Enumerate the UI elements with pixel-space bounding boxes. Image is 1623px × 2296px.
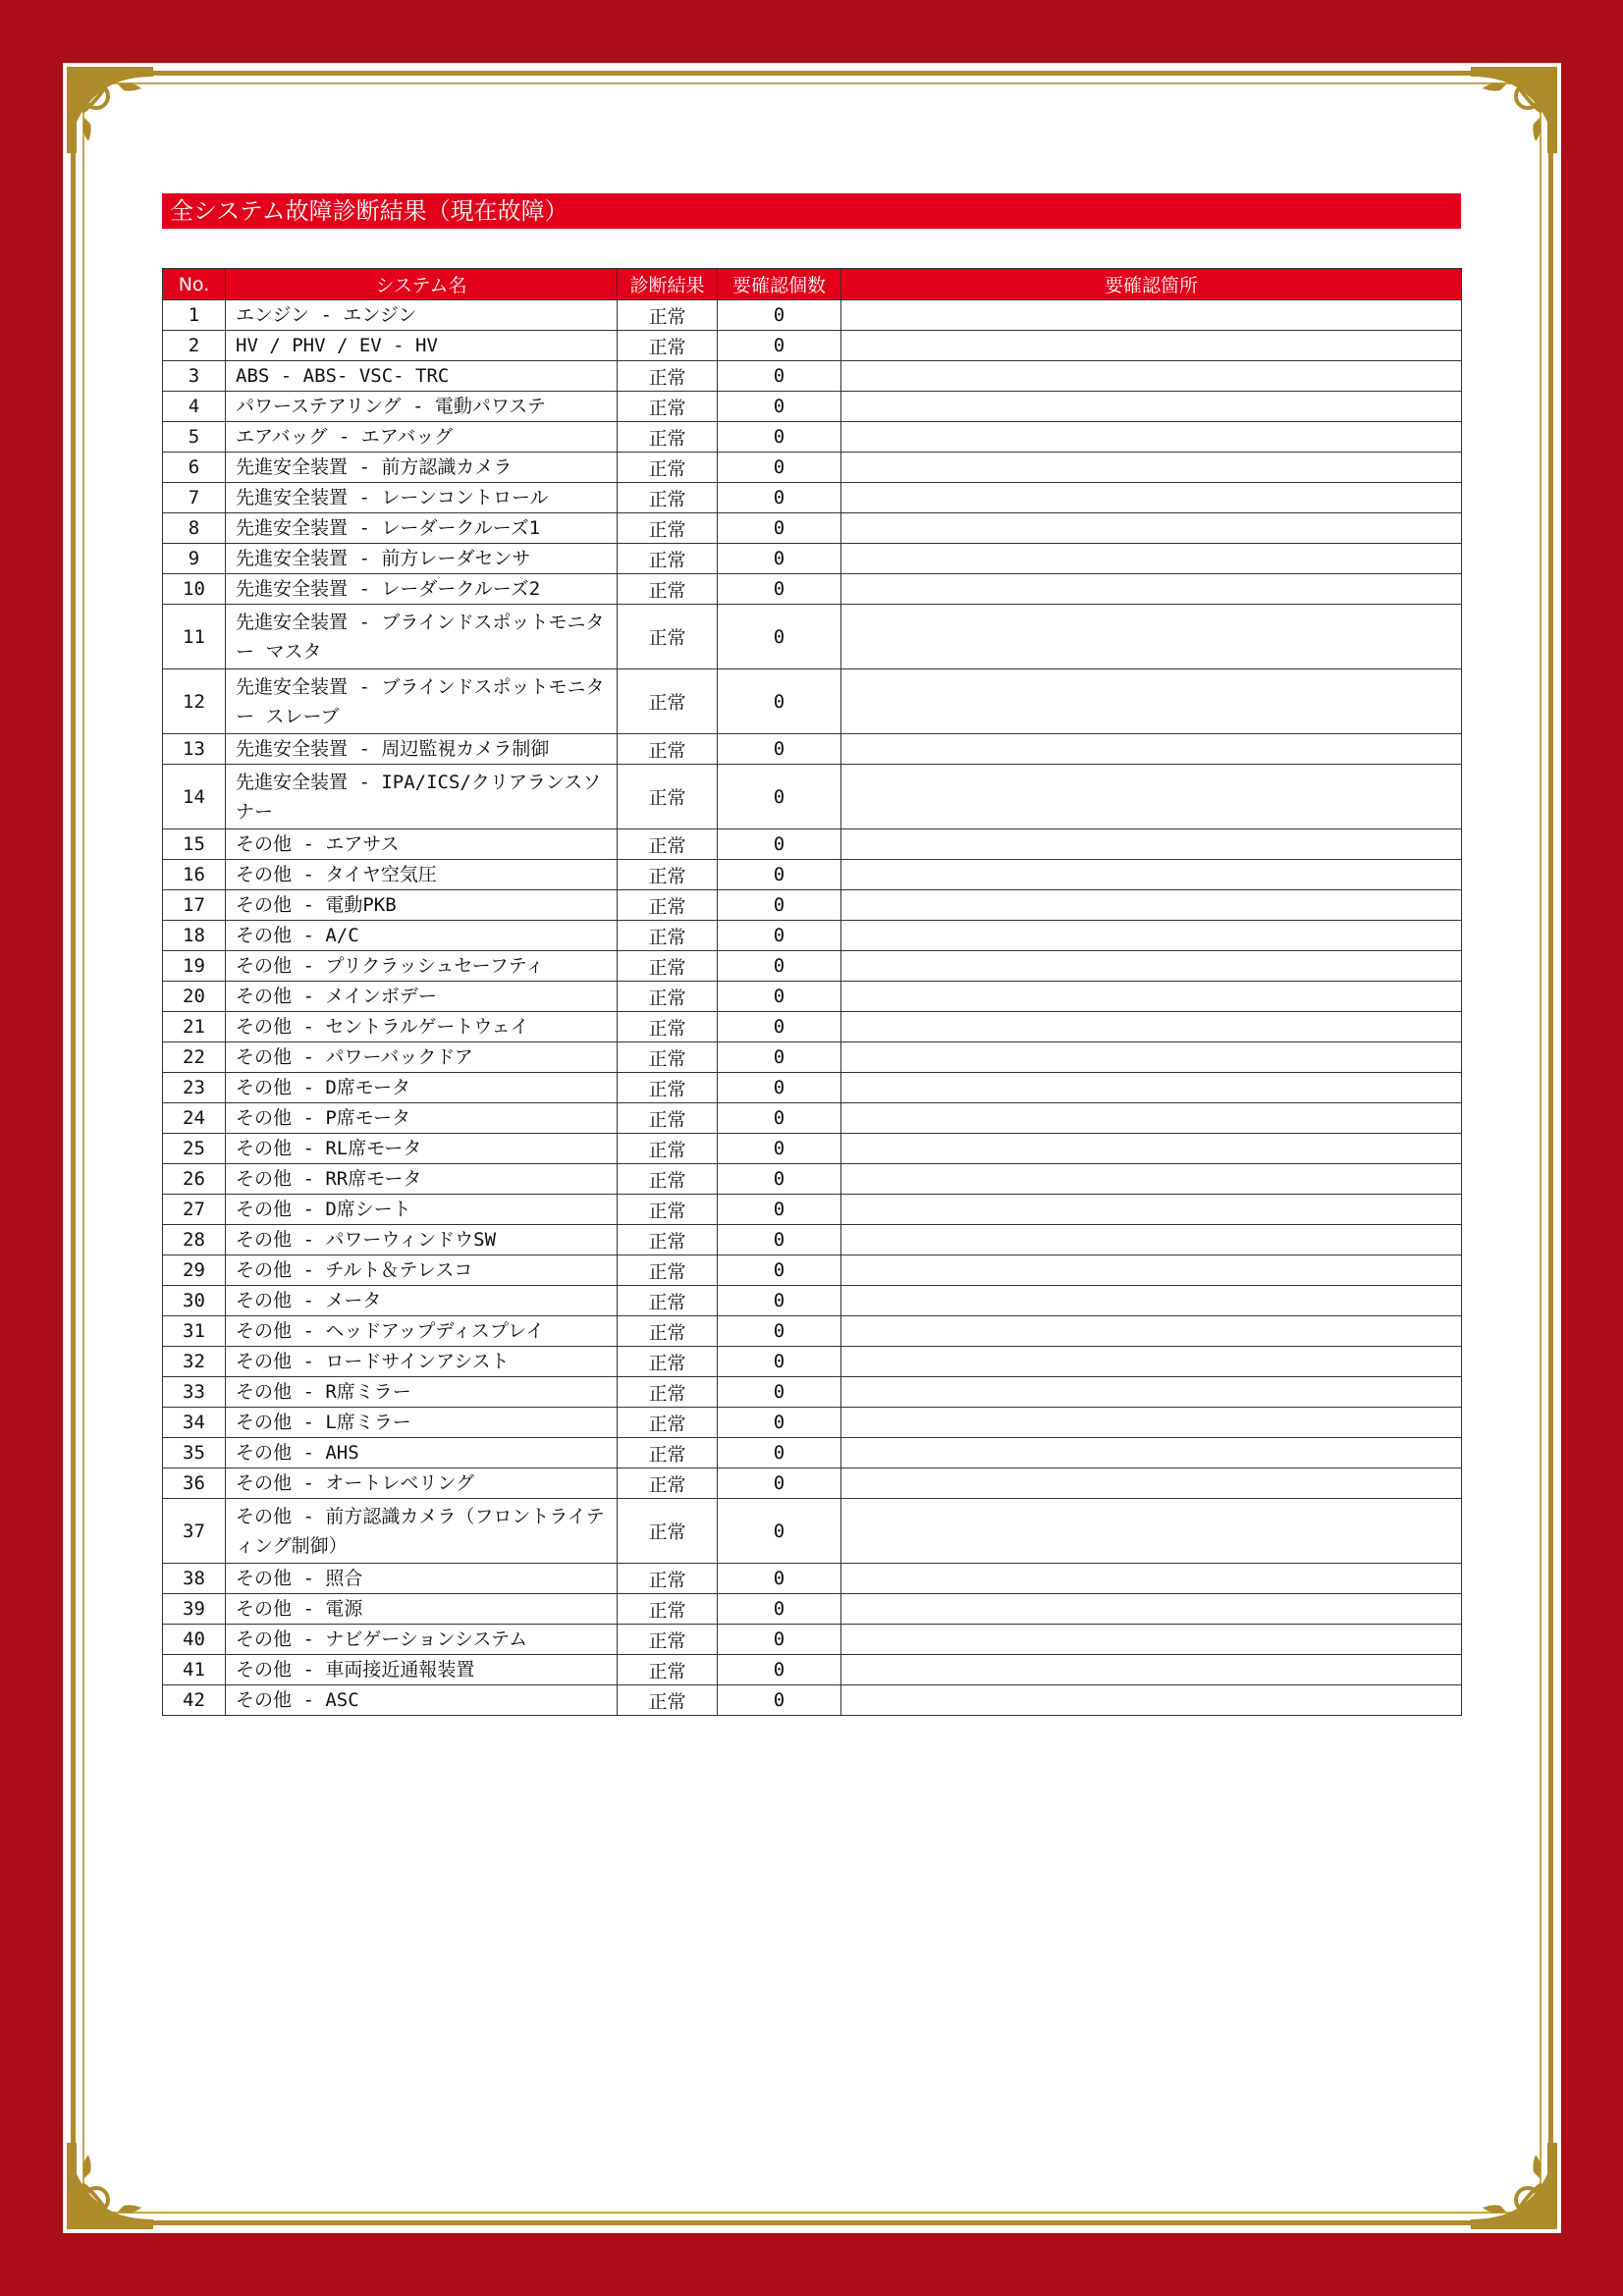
table-row <box>163 860 1462 890</box>
row-check-count: 0 <box>718 361 841 392</box>
row-no: 36 <box>163 1468 226 1499</box>
row-no: 8 <box>163 513 226 544</box>
row-system-name: その他 - L席ミラー <box>226 1408 618 1438</box>
row-check-location <box>841 574 1462 605</box>
row-result: 正常 <box>618 1594 718 1625</box>
row-check-location <box>841 1073 1462 1103</box>
header-result: 診断結果 <box>618 269 718 300</box>
row-check-count: 0 <box>718 1377 841 1408</box>
row-check-count: 0 <box>718 605 841 669</box>
row-check-count: 0 <box>718 1195 841 1225</box>
row-result: 正常 <box>618 1073 718 1103</box>
table-row <box>163 331 1462 361</box>
table-row <box>163 1134 1462 1164</box>
table-row <box>163 574 1462 605</box>
row-check-location <box>841 1594 1462 1625</box>
row-no: 39 <box>163 1594 226 1625</box>
row-check-count: 0 <box>718 734 841 765</box>
row-check-location <box>841 513 1462 544</box>
row-check-location <box>841 1164 1462 1195</box>
row-no: 3 <box>163 361 226 392</box>
header-system-name: システム名 <box>226 269 618 300</box>
corner-ornament-icon <box>63 2139 157 2233</box>
table-header-row <box>163 269 1462 300</box>
row-result: 正常 <box>618 1438 718 1468</box>
row-system-name: その他 - セントラルゲートウェイ <box>226 1012 618 1042</box>
row-no: 21 <box>163 1012 226 1042</box>
row-no: 37 <box>163 1499 226 1564</box>
row-check-count: 0 <box>718 453 841 483</box>
row-check-count: 0 <box>718 300 841 331</box>
row-check-location <box>841 1042 1462 1073</box>
row-result: 正常 <box>618 392 718 422</box>
table-row <box>163 605 1462 669</box>
row-system-name: その他 - プリクラッシュセーフティ <box>226 951 618 982</box>
table-row <box>163 1564 1462 1594</box>
table-row <box>163 483 1462 513</box>
row-check-count: 0 <box>718 1164 841 1195</box>
table-row <box>163 1499 1462 1564</box>
row-result: 正常 <box>618 1564 718 1594</box>
table-row <box>163 890 1462 921</box>
row-no: 42 <box>163 1685 226 1716</box>
row-result: 正常 <box>618 1685 718 1716</box>
table-row <box>163 1377 1462 1408</box>
row-result: 正常 <box>618 1042 718 1073</box>
table-row <box>163 361 1462 392</box>
row-result: 正常 <box>618 453 718 483</box>
row-result: 正常 <box>618 331 718 361</box>
row-check-count: 0 <box>718 1134 841 1164</box>
row-check-location <box>841 1655 1462 1685</box>
row-result: 正常 <box>618 982 718 1012</box>
row-check-count: 0 <box>718 1468 841 1499</box>
row-system-name: その他 - チルト＆テレスコ <box>226 1255 618 1286</box>
table-row <box>163 669 1462 734</box>
row-no: 12 <box>163 669 226 734</box>
row-check-count: 0 <box>718 1594 841 1625</box>
row-no: 34 <box>163 1408 226 1438</box>
row-system-name: その他 - 電源 <box>226 1594 618 1625</box>
row-check-count: 0 <box>718 1499 841 1564</box>
row-check-location <box>841 1625 1462 1655</box>
row-check-location <box>841 1408 1462 1438</box>
row-no: 35 <box>163 1438 226 1468</box>
table-row <box>163 829 1462 860</box>
table-row <box>163 1164 1462 1195</box>
row-no: 38 <box>163 1564 226 1594</box>
row-check-count: 0 <box>718 1408 841 1438</box>
row-check-location <box>841 890 1462 921</box>
diagnosis-table <box>162 268 1462 1716</box>
row-check-count: 0 <box>718 1286 841 1316</box>
table-row <box>163 453 1462 483</box>
row-no: 16 <box>163 860 226 890</box>
row-system-name: 先進安全装置 - レーンコントロール <box>226 483 618 513</box>
row-no: 11 <box>163 605 226 669</box>
row-system-name: その他 - ロードサインアシスト <box>226 1347 618 1377</box>
row-check-count: 0 <box>718 1655 841 1685</box>
row-no: 1 <box>163 300 226 331</box>
table-row <box>163 300 1462 331</box>
row-result: 正常 <box>618 1286 718 1316</box>
row-system-name: その他 - パワーウィンドウSW <box>226 1225 618 1255</box>
row-check-count: 0 <box>718 513 841 544</box>
row-no: 6 <box>163 453 226 483</box>
table-row <box>163 1594 1462 1625</box>
table-row <box>163 765 1462 829</box>
row-no: 29 <box>163 1255 226 1286</box>
row-check-location <box>841 300 1462 331</box>
row-system-name: その他 - オートレベリング <box>226 1468 618 1499</box>
row-check-location <box>841 361 1462 392</box>
row-check-count: 0 <box>718 1073 841 1103</box>
corner-ornament-icon <box>63 63 157 157</box>
row-system-name: その他 - 車両接近通報装置 <box>226 1655 618 1685</box>
row-check-location <box>841 1468 1462 1499</box>
row-no: 31 <box>163 1316 226 1347</box>
row-system-name: その他 - R席ミラー <box>226 1377 618 1408</box>
row-check-count: 0 <box>718 890 841 921</box>
table-row <box>163 1103 1462 1134</box>
row-system-name: その他 - メインボデー <box>226 982 618 1012</box>
row-check-count: 0 <box>718 1225 841 1255</box>
corner-ornament-icon <box>1467 63 1561 157</box>
row-result: 正常 <box>618 860 718 890</box>
row-system-name: 先進安全装置 - レーダークルーズ2 <box>226 574 618 605</box>
row-system-name: 先進安全装置 - ブラインドスポットモニター マスタ <box>226 605 618 669</box>
row-check-location <box>841 669 1462 734</box>
row-result: 正常 <box>618 951 718 982</box>
table-row <box>163 1073 1462 1103</box>
header-no: No. <box>163 269 226 300</box>
row-system-name: その他 - A/C <box>226 921 618 951</box>
row-no: 13 <box>163 734 226 765</box>
row-system-name: その他 - RL席モータ <box>226 1134 618 1164</box>
row-result: 正常 <box>618 1255 718 1286</box>
row-system-name: その他 - ヘッドアップディスプレイ <box>226 1316 618 1347</box>
row-result: 正常 <box>618 1408 718 1438</box>
row-check-location <box>841 765 1462 829</box>
table-row <box>163 1347 1462 1377</box>
table-row <box>163 1255 1462 1286</box>
row-check-location <box>841 1012 1462 1042</box>
row-check-location <box>841 1316 1462 1347</box>
row-no: 23 <box>163 1073 226 1103</box>
table-row <box>163 1042 1462 1073</box>
row-check-location <box>841 1685 1462 1716</box>
row-result: 正常 <box>618 1377 718 1408</box>
row-no: 41 <box>163 1655 226 1685</box>
row-check-location <box>841 1103 1462 1134</box>
row-system-name: その他 - D席シート <box>226 1195 618 1225</box>
row-check-location <box>841 1255 1462 1286</box>
row-result: 正常 <box>618 765 718 829</box>
table-row <box>163 734 1462 765</box>
row-check-location <box>841 860 1462 890</box>
row-result: 正常 <box>618 483 718 513</box>
row-result: 正常 <box>618 1225 718 1255</box>
row-check-location <box>841 453 1462 483</box>
row-result: 正常 <box>618 1655 718 1685</box>
row-result: 正常 <box>618 300 718 331</box>
row-check-location <box>841 392 1462 422</box>
row-result: 正常 <box>618 1012 718 1042</box>
row-check-count: 0 <box>718 1347 841 1377</box>
row-system-name: その他 - P席モータ <box>226 1103 618 1134</box>
row-no: 27 <box>163 1195 226 1225</box>
row-no: 2 <box>163 331 226 361</box>
row-result: 正常 <box>618 1499 718 1564</box>
row-no: 20 <box>163 982 226 1012</box>
table-row <box>163 1625 1462 1655</box>
row-result: 正常 <box>618 544 718 574</box>
row-check-location <box>841 1195 1462 1225</box>
row-check-location <box>841 483 1462 513</box>
table-row <box>163 1012 1462 1042</box>
row-system-name: その他 - 電動PKB <box>226 890 618 921</box>
row-result: 正常 <box>618 669 718 734</box>
row-result: 正常 <box>618 1103 718 1134</box>
row-system-name: その他 - RR席モータ <box>226 1164 618 1195</box>
row-result: 正常 <box>618 1625 718 1655</box>
row-system-name: その他 - エアサス <box>226 829 618 860</box>
row-system-name: エアバッグ - エアバッグ <box>226 422 618 453</box>
row-no: 19 <box>163 951 226 982</box>
row-check-location <box>841 422 1462 453</box>
row-result: 正常 <box>618 829 718 860</box>
row-system-name: その他 - タイヤ空気圧 <box>226 860 618 890</box>
row-system-name: 先進安全装置 - 前方レーダセンサ <box>226 544 618 574</box>
row-check-count: 0 <box>718 1012 841 1042</box>
row-system-name: 先進安全装置 - IPA/ICS/クリアランスソナー <box>226 765 618 829</box>
row-system-name: その他 - メータ <box>226 1286 618 1316</box>
row-check-count: 0 <box>718 574 841 605</box>
row-check-count: 0 <box>718 765 841 829</box>
row-check-count: 0 <box>718 1316 841 1347</box>
row-result: 正常 <box>618 513 718 544</box>
row-no: 17 <box>163 890 226 921</box>
row-system-name: その他 - 照合 <box>226 1564 618 1594</box>
row-system-name: HV / PHV / EV - HV <box>226 331 618 361</box>
header-check-count: 要確認個数 <box>718 269 841 300</box>
row-system-name: その他 - パワーバックドア <box>226 1042 618 1073</box>
table-row <box>163 1438 1462 1468</box>
row-system-name: その他 - ASC <box>226 1685 618 1716</box>
row-system-name: 先進安全装置 - レーダークルーズ1 <box>226 513 618 544</box>
row-check-count: 0 <box>718 392 841 422</box>
row-check-location <box>841 1347 1462 1377</box>
table-row <box>163 513 1462 544</box>
row-system-name: 先進安全装置 - 前方認識カメラ <box>226 453 618 483</box>
row-check-location <box>841 544 1462 574</box>
row-system-name: エンジン - エンジン <box>226 300 618 331</box>
row-check-count: 0 <box>718 544 841 574</box>
row-no: 33 <box>163 1377 226 1408</box>
row-check-location <box>841 1286 1462 1316</box>
corner-ornament-icon <box>1467 2139 1561 2233</box>
table-row <box>163 1195 1462 1225</box>
row-result: 正常 <box>618 1347 718 1377</box>
table-row <box>163 1685 1462 1716</box>
row-check-count: 0 <box>718 331 841 361</box>
row-system-name: その他 - D席モータ <box>226 1073 618 1103</box>
row-no: 25 <box>163 1134 226 1164</box>
row-result: 正常 <box>618 1164 718 1195</box>
row-no: 30 <box>163 1286 226 1316</box>
table-row <box>163 1225 1462 1255</box>
row-check-location <box>841 605 1462 669</box>
row-check-location <box>841 1438 1462 1468</box>
table-row <box>163 982 1462 1012</box>
row-check-count: 0 <box>718 829 841 860</box>
row-check-location <box>841 951 1462 982</box>
row-result: 正常 <box>618 361 718 392</box>
row-result: 正常 <box>618 1316 718 1347</box>
row-check-count: 0 <box>718 860 841 890</box>
row-no: 32 <box>163 1347 226 1377</box>
row-check-location <box>841 331 1462 361</box>
row-check-count: 0 <box>718 483 841 513</box>
row-check-count: 0 <box>718 1103 841 1134</box>
row-system-name: その他 - AHS <box>226 1438 618 1468</box>
row-check-count: 0 <box>718 1042 841 1073</box>
row-check-location <box>841 734 1462 765</box>
row-no: 4 <box>163 392 226 422</box>
row-check-count: 0 <box>718 1625 841 1655</box>
row-result: 正常 <box>618 605 718 669</box>
table-row <box>163 1408 1462 1438</box>
row-check-location <box>841 1377 1462 1408</box>
row-check-count: 0 <box>718 951 841 982</box>
row-check-location <box>841 829 1462 860</box>
row-result: 正常 <box>618 734 718 765</box>
row-check-count: 0 <box>718 422 841 453</box>
row-check-count: 0 <box>718 1564 841 1594</box>
table-row <box>163 1316 1462 1347</box>
row-no: 40 <box>163 1625 226 1655</box>
row-no: 9 <box>163 544 226 574</box>
row-system-name: ABS - ABS- VSC- TRC <box>226 361 618 392</box>
row-no: 14 <box>163 765 226 829</box>
header-check-location: 要確認箇所 <box>841 269 1462 300</box>
row-no: 7 <box>163 483 226 513</box>
row-check-location <box>841 1134 1462 1164</box>
row-result: 正常 <box>618 1134 718 1164</box>
row-check-count: 0 <box>718 1685 841 1716</box>
row-system-name: 先進安全装置 - ブラインドスポットモニター スレーブ <box>226 669 618 734</box>
row-system-name: その他 - 前方認識カメラ（フロントライティング制御） <box>226 1499 618 1564</box>
table-row <box>163 1286 1462 1316</box>
row-result: 正常 <box>618 574 718 605</box>
table-row <box>163 951 1462 982</box>
row-result: 正常 <box>618 1468 718 1499</box>
row-check-location <box>841 1564 1462 1594</box>
table-row <box>163 1468 1462 1499</box>
table-row <box>163 544 1462 574</box>
row-check-location <box>841 921 1462 951</box>
table-row <box>163 921 1462 951</box>
row-no: 22 <box>163 1042 226 1073</box>
row-system-name: その他 - ナビゲーションシステム <box>226 1625 618 1655</box>
row-check-location <box>841 982 1462 1012</box>
table-row <box>163 422 1462 453</box>
row-no: 5 <box>163 422 226 453</box>
row-no: 26 <box>163 1164 226 1195</box>
row-check-count: 0 <box>718 982 841 1012</box>
row-result: 正常 <box>618 422 718 453</box>
row-result: 正常 <box>618 890 718 921</box>
row-no: 15 <box>163 829 226 860</box>
row-check-location <box>841 1225 1462 1255</box>
row-check-count: 0 <box>718 921 841 951</box>
row-system-name: 先進安全装置 - 周辺監視カメラ制御 <box>226 734 618 765</box>
row-check-count: 0 <box>718 1438 841 1468</box>
row-check-location <box>841 1499 1462 1564</box>
section-title: 全システム故障診断結果（現在故障） <box>162 193 1461 229</box>
row-system-name: パワーステアリング - 電動パワステ <box>226 392 618 422</box>
row-no: 10 <box>163 574 226 605</box>
row-check-count: 0 <box>718 1255 841 1286</box>
table-row <box>163 392 1462 422</box>
row-result: 正常 <box>618 921 718 951</box>
table-row <box>163 1655 1462 1685</box>
row-no: 28 <box>163 1225 226 1255</box>
row-result: 正常 <box>618 1195 718 1225</box>
row-no: 18 <box>163 921 226 951</box>
row-check-count: 0 <box>718 669 841 734</box>
row-no: 24 <box>163 1103 226 1134</box>
